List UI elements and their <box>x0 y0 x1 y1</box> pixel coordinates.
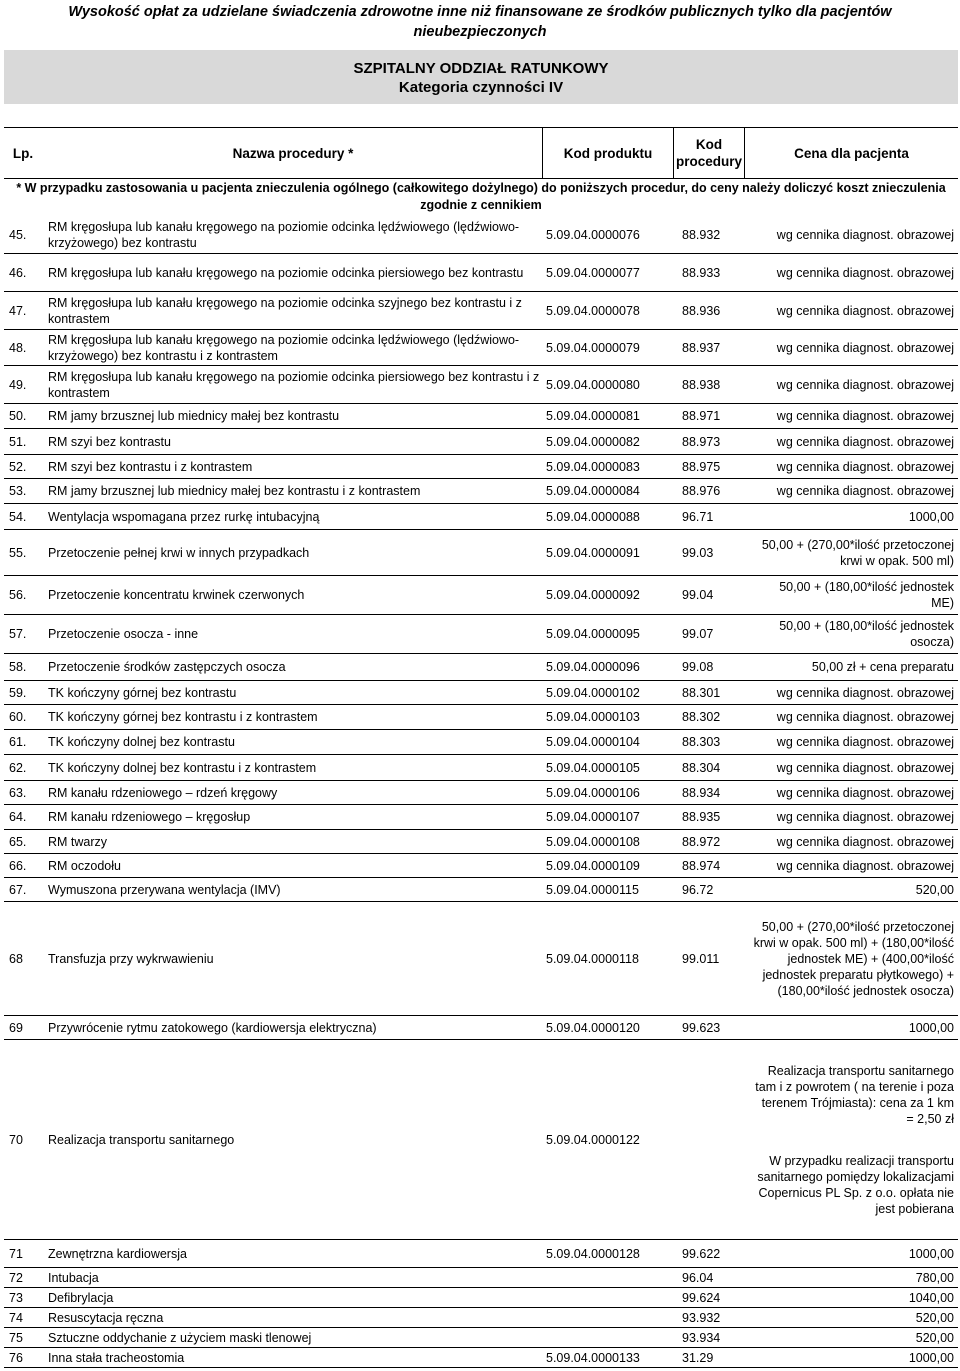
row-price <box>748 705 954 729</box>
row-price <box>748 1348 954 1367</box>
row-price <box>748 330 954 365</box>
row-name: Przetoczenie środków zastępczych osocza <box>48 660 286 674</box>
row-price-text: wg cennika diagnost. obrazowej <box>776 710 954 724</box>
row-product-code: 5.09.04.0000096 <box>546 660 640 674</box>
row-price-text: wg cennika diagnost. obrazowej <box>776 227 954 242</box>
row-lp: 52. <box>9 459 27 474</box>
row-lp: 74 <box>9 1310 23 1325</box>
table-row <box>4 1308 958 1328</box>
row-procedure-code: 99.04 <box>682 588 714 602</box>
row-price-text: wg cennika diagnost. obrazowej <box>776 377 954 392</box>
header-product-code: Kod produktu <box>563 145 653 161</box>
row-price <box>748 576 954 614</box>
table-row <box>4 830 958 854</box>
row-price-text: wg cennika diagnost. obrazowej <box>776 303 954 318</box>
row-lp: 65. <box>9 834 27 849</box>
row-name: Przywrócenie rytmu zatokowego (kardiowersja elektryczna) <box>48 1020 377 1035</box>
header-lp: Lp. <box>12 145 34 161</box>
row-price-text: wg cennika diagnost. obrazowej <box>776 810 954 824</box>
row-lp: 58. <box>9 660 27 674</box>
row-name: Inna stała tracheostomia <box>48 1350 185 1365</box>
row-product-code: 5.09.04.0000128 <box>546 1246 640 1261</box>
header-price: Cena dla pacjenta <box>794 145 909 161</box>
row-price <box>748 755 954 780</box>
row-procedure-code: 93.932 <box>682 1310 721 1325</box>
row-procedure-code: 88.971 <box>682 409 721 423</box>
row-name: Sztuczne oddychanie z użyciem maski tlenowej <box>48 1330 312 1345</box>
row-name: TK kończyny dolnej bez kontrastu <box>48 735 235 749</box>
row-product-code: 5.09.04.0000107 <box>546 810 640 824</box>
row-price <box>748 730 954 754</box>
row-price-text: 50,00 + (270,00*ilość przetoczonej krwi w opak. 500 ml) + (180,00*ilość jednostek ME) + (400,00*ilość jednostek preparatu płytkowego) + (180,00*ilość jednostek osocza) <box>753 919 954 998</box>
row-product-code: 5.09.04.0000078 <box>546 303 640 318</box>
row-procedure-code: 88.938 <box>682 377 721 392</box>
row-product-code: 5.09.04.0000122 <box>546 1132 640 1147</box>
row-procedure-code: 96.71 <box>682 509 714 524</box>
row-price-text: wg cennika diagnost. obrazowej <box>776 760 954 775</box>
table-row <box>4 615 958 654</box>
row-price-note: W przypadku realizacji transportu sanitarnego pomiędzy lokalizacjami Copernicus PL Sp. z o.o. opłata nie jest pobierana <box>757 1153 954 1216</box>
table-row <box>4 654 958 681</box>
row-lp: 56. <box>9 588 27 602</box>
table-row <box>4 404 958 429</box>
row-price <box>748 805 954 829</box>
row-procedure-code: 88.932 <box>682 227 721 242</box>
row-price-text: wg cennika diagnost. obrazowej <box>776 735 954 749</box>
row-price <box>748 254 954 291</box>
row-product-code: 5.09.04.0000079 <box>546 340 640 355</box>
row-price-text: 780,00 <box>915 1270 954 1285</box>
row-procedure-code: 88.934 <box>682 785 721 800</box>
row-procedure-code: 88.935 <box>682 810 721 824</box>
row-procedure-code: 88.975 <box>682 459 721 474</box>
table-row <box>4 755 958 781</box>
table-row <box>4 705 958 730</box>
row-price <box>748 681 954 704</box>
department-name: SZPITALNY ODDZIAŁ RATUNKOWY <box>353 60 609 77</box>
row-product-code <box>546 1328 676 1347</box>
table-row <box>4 254 958 292</box>
table-row <box>4 292 958 330</box>
row-product-code: 5.09.04.0000095 <box>546 627 640 641</box>
table-row <box>4 681 958 705</box>
row-lp: 71 <box>9 1246 23 1261</box>
row-procedure-code: 96.04 <box>682 1270 714 1285</box>
row-name: TK kończyny górnej bez kontrastu i z kontrastem <box>48 710 318 724</box>
row-lp: 75 <box>9 1330 23 1345</box>
row-procedure-code: 99.03 <box>682 545 714 560</box>
row-name: Zewnętrzna kardiowersja <box>48 1246 187 1261</box>
row-price <box>748 1040 954 1239</box>
row-lp: 67. <box>9 882 27 897</box>
row-lp: 66. <box>9 858 27 873</box>
row-price-text: 50,00 zł + cena preparatu <box>811 660 954 674</box>
row-product-code <box>546 1268 676 1287</box>
row-price <box>748 1328 954 1347</box>
row-procedure-code: 88.937 <box>682 340 721 355</box>
row-product-code: 5.09.04.0000091 <box>546 545 640 560</box>
row-price-text: wg cennika diagnost. obrazowej <box>776 834 954 849</box>
row-name: RM kręgosłupa lub kanału kręgowego na poziomie odcinka lędźwiowego (lędźwiowo-krzyżowego) bez kontrastu i z kontrastem <box>48 332 520 363</box>
header-name: Nazwa procedury * <box>232 145 354 161</box>
row-price <box>748 216 954 253</box>
row-lp: 63. <box>9 785 27 800</box>
header-procedure-code: Kod procedury <box>675 137 743 169</box>
row-name: RM kręgosłupa lub kanału kręgowego na poziomie odcinka piersiowego bez kontrastu i z kontrastem <box>48 369 540 400</box>
row-product-code: 5.09.04.0000088 <box>546 509 640 524</box>
row-price-text: wg cennika diagnost. obrazowej <box>776 265 954 280</box>
row-price <box>748 1016 954 1039</box>
row-product-code: 5.09.04.0000082 <box>546 434 640 449</box>
row-product-code: 5.09.04.0000083 <box>546 459 640 474</box>
table-row <box>4 530 958 576</box>
row-price-text: wg cennika diagnost. obrazowej <box>776 785 954 800</box>
row-price-text: 520,00 <box>915 1310 954 1325</box>
row-price <box>748 1240 954 1267</box>
row-price-text: 1000,00 <box>908 509 954 524</box>
row-product-code: 5.09.04.0000076 <box>546 227 640 242</box>
row-product-code <box>546 1288 676 1307</box>
row-price-text: wg cennika diagnost. obrazowej <box>776 340 954 355</box>
row-price <box>748 781 954 804</box>
row-price <box>748 292 954 329</box>
row-lp: 50. <box>9 409 27 423</box>
anesthesia-note: * W przypadku zastosowania u pacjenta znieczulenia ogólnego (całkowitego dożylnego) do poniższych procedur, do ceny należy doliczyć koszt znieczulenia zgodnie z cennikiem <box>16 181 946 212</box>
row-lp: 54. <box>9 509 27 524</box>
table-row <box>4 781 958 805</box>
row-name: RM jamy brzusznej lub miednicy małej bez kontrastu <box>48 409 340 423</box>
row-procedure-code: 99.011 <box>682 951 720 966</box>
row-price <box>748 404 954 428</box>
table-row <box>4 504 958 530</box>
row-price <box>748 479 954 503</box>
row-lp: 64. <box>9 810 27 824</box>
table-row <box>4 1288 958 1308</box>
table-row <box>4 902 958 1016</box>
table-row <box>4 1016 958 1040</box>
row-name: RM jamy brzusznej lub miednicy małej bez kontrastu i z kontrastem <box>48 484 421 498</box>
table-row <box>4 1040 958 1240</box>
table-row <box>4 1328 958 1348</box>
table-row <box>4 878 958 902</box>
row-price <box>748 1288 954 1307</box>
department-category: Kategoria czynności IV <box>398 79 564 96</box>
row-product-code: 5.09.04.0000109 <box>546 858 640 873</box>
row-lp: 70 <box>9 1132 23 1147</box>
row-product-code: 5.09.04.0000133 <box>546 1350 640 1365</box>
row-procedure-code: 88.974 <box>682 858 721 873</box>
row-price <box>748 1308 954 1327</box>
row-lp: 62. <box>9 760 27 775</box>
row-product-code: 5.09.04.0000104 <box>546 735 640 749</box>
row-name: RM szyi bez kontrastu <box>48 434 171 449</box>
row-price-text: 1040,00 <box>908 1290 954 1305</box>
row-product-code: 5.09.04.0000084 <box>546 484 640 498</box>
row-price <box>748 530 954 575</box>
row-procedure-code: 99.07 <box>682 627 714 641</box>
row-name: RM twarzy <box>48 834 108 849</box>
row-price <box>748 504 954 529</box>
table-row <box>4 1240 958 1268</box>
row-procedure-code: 99.08 <box>682 660 714 674</box>
row-lp: 57. <box>9 627 27 641</box>
row-lp: 45. <box>9 227 27 242</box>
row-price-text: 1000,00 <box>908 1350 954 1365</box>
row-lp: 46. <box>9 265 27 280</box>
row-name: Przetoczenie pełnej krwi w innych przypadkach <box>48 545 310 560</box>
row-price-text: wg cennika diagnost. obrazowej <box>776 484 954 498</box>
table-header <box>4 127 958 179</box>
row-lp: 73 <box>9 1290 23 1305</box>
row-product-code: 5.09.04.0000120 <box>546 1020 640 1035</box>
row-name: Defibrylacja <box>48 1290 114 1305</box>
row-name: RM kręgosłupa lub kanału kręgowego na poziomie odcinka piersiowego bez kontrastu <box>48 265 524 280</box>
row-procedure-code: 88.973 <box>682 434 721 449</box>
row-name: Transfuzja przy wykrwawieniu <box>48 951 214 966</box>
row-price <box>748 854 954 877</box>
row-procedure-code: 93.934 <box>682 1330 721 1345</box>
row-name: Wentylacja wspomagana przez rurkę intubacyjną <box>48 509 320 524</box>
row-lp: 59. <box>9 685 27 700</box>
row-name: RM szyi bez kontrastu i z kontrastem <box>48 459 253 474</box>
row-name: RM kanału rdzeniowego – rdzeń kręgowy <box>48 785 278 800</box>
row-name: RM kanału rdzeniowego – kręgosłup <box>48 810 251 824</box>
row-procedure-code: 88.976 <box>682 484 721 498</box>
row-product-code: 5.09.04.0000081 <box>546 409 640 423</box>
row-product-code: 5.09.04.0000115 <box>546 882 639 897</box>
row-product-code: 5.09.04.0000077 <box>546 265 640 280</box>
row-lp: 49. <box>9 377 27 392</box>
row-price-text: 1000,00 <box>908 1246 954 1261</box>
row-name: Realizacja transportu sanitarnego <box>48 1132 235 1147</box>
row-lp: 69 <box>9 1020 23 1035</box>
row-lp: 51. <box>9 434 27 449</box>
table-row <box>4 366 958 404</box>
row-price-text: 50,00 + (180,00*ilość jednostek osocza) <box>779 619 954 649</box>
row-price-text: wg cennika diagnost. obrazowej <box>776 459 954 474</box>
row-procedure-code: 88.936 <box>682 303 721 318</box>
row-procedure-code: 96.72 <box>682 882 714 897</box>
row-lp: 72 <box>9 1270 23 1285</box>
row-lp: 48. <box>9 340 27 355</box>
row-procedure-code: 31.29 <box>682 1350 714 1365</box>
row-name: Resuscytacja ręczna <box>48 1310 164 1325</box>
department-header <box>4 50 958 104</box>
table-row <box>4 479 958 504</box>
row-lp: 76 <box>9 1350 23 1365</box>
row-product-code: 5.09.04.0000080 <box>546 377 640 392</box>
row-lp: 60. <box>9 710 27 724</box>
row-name: RM oczodołu <box>48 858 121 873</box>
row-procedure-code <box>682 1040 748 1239</box>
row-name: RM kręgosłupa lub kanału kręgowego na poziomie odcinka lędźwiowego (lędźwiowo-krzyżowego) bez kontrastu <box>48 219 520 250</box>
row-procedure-code: 88.303 <box>682 735 721 749</box>
table-row <box>4 429 958 455</box>
table-row <box>4 854 958 878</box>
row-price <box>748 429 954 454</box>
row-price <box>748 366 954 403</box>
row-name: TK kończyny dolnej bez kontrastu i z kontrastem <box>48 760 317 775</box>
row-price <box>748 654 954 680</box>
row-procedure-code: 88.933 <box>682 265 721 280</box>
row-name: Przetoczenie koncentratu krwinek czerwonych <box>48 588 305 602</box>
row-lp: 68 <box>9 951 23 966</box>
row-product-code: 5.09.04.0000108 <box>546 834 640 849</box>
row-procedure-code: 88.304 <box>682 760 721 775</box>
row-price-text: wg cennika diagnost. obrazowej <box>776 858 954 873</box>
row-price-text: wg cennika diagnost. obrazowej <box>776 434 954 449</box>
row-price-text: Realizacja transportu sanitarnego tam i z powrotem ( na terenie i poza terenem Trójmiasta): cena za 1 km = 2,50 zł <box>755 1063 954 1126</box>
row-name: RM kręgosłupa lub kanału kręgowego na poziomie odcinka szyjnego bez kontrastu i z kontrastem <box>48 295 522 326</box>
row-price-text: 50,00 + (270,00*ilość przetoczonej krwi w opak. 500 ml) <box>761 537 954 568</box>
table-row <box>4 330 958 366</box>
row-price-text: 520,00 <box>915 1330 954 1345</box>
row-product-code <box>546 1308 676 1327</box>
row-procedure-code: 88.301 <box>682 685 721 700</box>
table-row <box>4 805 958 830</box>
row-procedure-code: 99.622 <box>682 1246 721 1261</box>
row-price-text: wg cennika diagnost. obrazowej <box>776 685 954 700</box>
row-procedure-code: 99.624 <box>682 1290 721 1305</box>
row-price <box>748 1268 954 1287</box>
row-price <box>748 902 954 1015</box>
table-row <box>4 1348 958 1368</box>
row-product-code: 5.09.04.0000105 <box>546 760 640 775</box>
row-procedure-code: 99.623 <box>682 1020 721 1035</box>
row-name: Wymuszona przerywana wentylacja (IMV) <box>48 882 281 897</box>
row-product-code: 5.09.04.0000092 <box>546 588 640 602</box>
row-price <box>748 615 954 653</box>
row-price <box>748 878 954 901</box>
table-row <box>4 216 958 254</box>
row-name: Przetoczenie osocza - inne <box>48 627 199 641</box>
row-product-code: 5.09.04.0000106 <box>546 785 640 800</box>
row-price-text: 50,00 + (180,00*ilość jednostek ME) <box>779 580 954 610</box>
row-price <box>748 455 954 478</box>
row-procedure-code: 88.972 <box>682 834 721 849</box>
row-lp: 53. <box>9 484 27 498</box>
row-lp: 61. <box>9 735 27 749</box>
row-name: TK kończyny górnej bez kontrastu <box>48 685 237 700</box>
row-product-code: 5.09.04.0000103 <box>546 710 640 724</box>
document-title: Wysokość opłat za udzielane świadczenia zdrowotne inne niż finansowane ze środków publicznych tylko dla pacjentów nieubezpieczonych <box>68 4 892 40</box>
row-procedure-code: 88.302 <box>682 710 721 724</box>
table-row <box>4 1268 958 1288</box>
row-lp: 55. <box>9 545 27 560</box>
row-lp: 47. <box>9 303 27 318</box>
row-price <box>748 830 954 853</box>
table-row <box>4 730 958 755</box>
row-product-code: 5.09.04.0000118 <box>546 951 639 966</box>
table-row <box>4 455 958 479</box>
row-price-text: 1000,00 <box>908 1020 954 1035</box>
row-price-text: 520,00 <box>915 882 954 897</box>
row-price-text: wg cennika diagnost. obrazowej <box>776 409 954 423</box>
table-row <box>4 576 958 615</box>
row-name: Intubacja <box>48 1270 99 1285</box>
row-product-code: 5.09.04.0000102 <box>546 685 640 700</box>
